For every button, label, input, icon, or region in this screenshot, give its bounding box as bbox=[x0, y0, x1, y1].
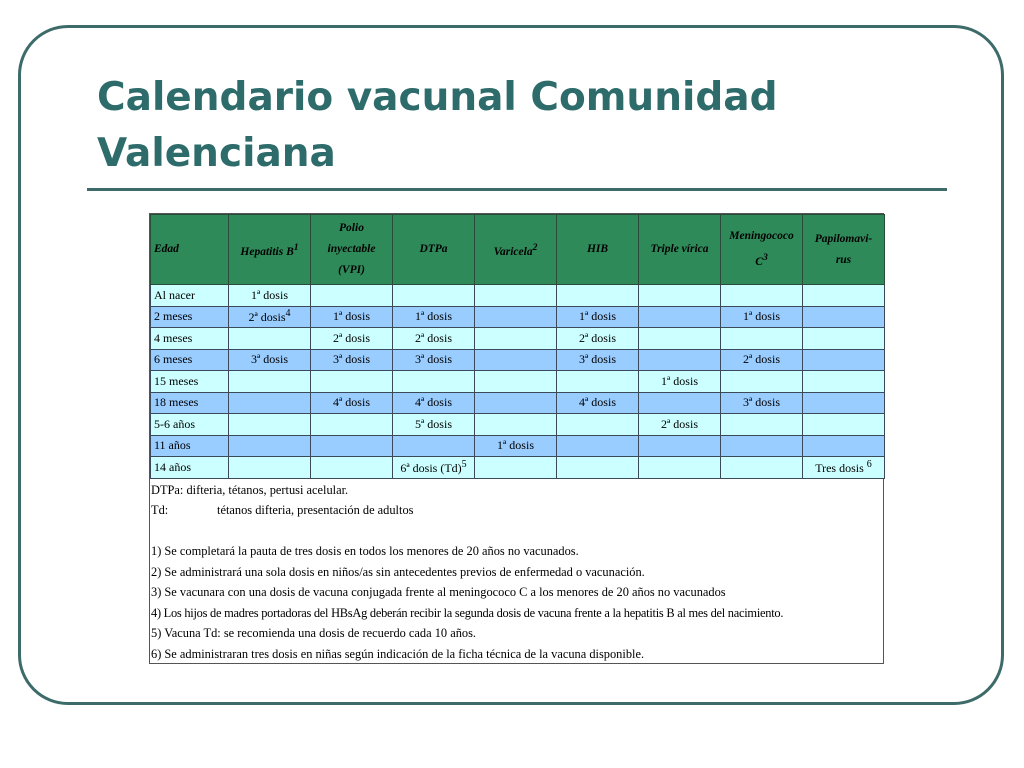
footnote-5: 5) Vacuna Td: se recomienda una dosis de recuerdo cada 10 años. bbox=[151, 626, 477, 640]
cell-triple-virica: 2ª dosis bbox=[639, 414, 721, 436]
table-row bbox=[151, 328, 885, 350]
cell-polio: 4ª dosis bbox=[311, 392, 393, 414]
cell-varicela bbox=[475, 414, 557, 436]
cell-triple-virica bbox=[639, 349, 721, 371]
cell-papilomavirus bbox=[803, 371, 885, 393]
cell-triple-virica bbox=[639, 392, 721, 414]
cell-age: 14 años bbox=[151, 457, 229, 479]
vaccine-schedule-table bbox=[150, 214, 885, 479]
header-hepatitis-b: Hepatitis $B^1$ bbox=[229, 215, 311, 285]
cell-hib: 2ª dosis bbox=[557, 328, 639, 350]
header-polio: Polio inyectable (VPI) bbox=[311, 215, 393, 285]
table-row bbox=[151, 457, 885, 479]
cell-hepatitis-b bbox=[229, 392, 311, 414]
cell-meningococo bbox=[721, 457, 803, 479]
cell-hepatitis-b bbox=[229, 328, 311, 350]
cell-dtpa bbox=[393, 285, 475, 307]
table-row bbox=[151, 392, 885, 414]
cell-dtpa: 4ª dosis bbox=[393, 392, 475, 414]
cell-polio bbox=[311, 371, 393, 393]
cell-meningococo: 3ª dosis bbox=[721, 392, 803, 414]
cell-varicela bbox=[475, 328, 557, 350]
cell-hib bbox=[557, 285, 639, 307]
cell-papilomavirus bbox=[803, 435, 885, 457]
header-dtpa: DTPa bbox=[393, 215, 475, 285]
cell-varicela bbox=[475, 371, 557, 393]
note-td-definition: Td: tétanos difteria, presentación de adultos bbox=[151, 503, 414, 517]
header-meningococo: Meningococo $C^3$ bbox=[721, 215, 803, 285]
cell-papilomavirus: Tres dosis $^6$ bbox=[803, 457, 885, 479]
cell-meningococo bbox=[721, 414, 803, 436]
cell-age: 4 meses bbox=[151, 328, 229, 350]
cell-varicela bbox=[475, 306, 557, 328]
footnote-2: 2) Se administrará una sola dosis en niños/as sin antecedentes previos de enfermedad o vacunación. bbox=[151, 564, 645, 579]
cell-dtpa: 2ª dosis bbox=[393, 328, 475, 350]
cell-dtpa: 1ª dosis bbox=[393, 306, 475, 328]
header-varicela: Varicela$^2$ bbox=[475, 215, 557, 285]
cell-triple-virica bbox=[639, 328, 721, 350]
table-body bbox=[151, 285, 885, 479]
table-header-row bbox=[151, 215, 885, 285]
note-spacer bbox=[151, 521, 883, 542]
table-notes bbox=[150, 479, 883, 665]
cell-dtpa bbox=[393, 435, 475, 457]
cell-varicela: 1ª dosis bbox=[475, 435, 557, 457]
cell-hepatitis-b: 2ª dosis$^4$ bbox=[229, 306, 311, 328]
cell-varicela bbox=[475, 392, 557, 414]
cell-dtpa: 6ª dosis $(Td)^5$ bbox=[393, 457, 475, 479]
cell-triple-virica bbox=[639, 435, 721, 457]
cell-papilomavirus bbox=[803, 285, 885, 307]
cell-hib: 4ª dosis bbox=[557, 392, 639, 414]
cell-triple-virica bbox=[639, 457, 721, 479]
cell-age: 5-6 años bbox=[151, 414, 229, 436]
vaccine-schedule-panel bbox=[149, 213, 884, 664]
title-underline bbox=[87, 188, 947, 191]
cell-age: 11 años bbox=[151, 435, 229, 457]
cell-hib bbox=[557, 414, 639, 436]
cell-hepatitis-b bbox=[229, 414, 311, 436]
cell-meningococo bbox=[721, 435, 803, 457]
cell-age: 2 meses bbox=[151, 306, 229, 328]
cell-hepatitis-b: 3ª dosis bbox=[229, 349, 311, 371]
header-papilomavirus: Papilomavi- rus bbox=[803, 215, 885, 285]
cell-hepatitis-b bbox=[229, 457, 311, 479]
cell-papilomavirus bbox=[803, 392, 885, 414]
cell-hib: 3ª dosis bbox=[557, 349, 639, 371]
cell-hepatitis-b bbox=[229, 435, 311, 457]
cell-triple-virica: 1ª dosis bbox=[639, 371, 721, 393]
header-edad: Edad bbox=[151, 215, 229, 285]
cell-meningococo bbox=[721, 285, 803, 307]
footnote-4: 4) Los hijos de madres portadoras del HBsAg deberán recibir la segunda dosis de vacuna frente a la hepatitis B al mes del nacimiento. bbox=[151, 605, 784, 620]
table-row bbox=[151, 371, 885, 393]
header-hib: HIB bbox=[557, 215, 639, 285]
table-row bbox=[151, 414, 885, 436]
cell-papilomavirus bbox=[803, 306, 885, 328]
cell-dtpa: 5ª dosis bbox=[393, 414, 475, 436]
table-row bbox=[151, 306, 885, 328]
cell-papilomavirus bbox=[803, 328, 885, 350]
cell-hib bbox=[557, 435, 639, 457]
footnote-3: 3) Se vacunara con una dosis de vacuna conjugada frente al meningococo C a los menores de 20 años no vacunados bbox=[151, 585, 726, 599]
table-row bbox=[151, 285, 885, 307]
cell-papilomavirus bbox=[803, 349, 885, 371]
cell-hib: 1ª dosis bbox=[557, 306, 639, 328]
cell-triple-virica bbox=[639, 285, 721, 307]
cell-age: 6 meses bbox=[151, 349, 229, 371]
cell-varicela bbox=[475, 457, 557, 479]
cell-age: 18 meses bbox=[151, 392, 229, 414]
header-triple-virica: Triple vírica bbox=[639, 215, 721, 285]
cell-meningococo: 2ª dosis bbox=[721, 349, 803, 371]
footnote-1: 1) Se completará la pauta de tres dosis en todos los menores de 20 años no vacunados. bbox=[151, 544, 579, 558]
cell-hepatitis-b: 1ª dosis bbox=[229, 285, 311, 307]
cell-varicela bbox=[475, 285, 557, 307]
cell-hib bbox=[557, 371, 639, 393]
cell-age: Al nacer bbox=[151, 285, 229, 307]
cell-polio bbox=[311, 457, 393, 479]
cell-polio: 2ª dosis bbox=[311, 328, 393, 350]
cell-polio bbox=[311, 435, 393, 457]
cell-meningococo: 1ª dosis bbox=[721, 306, 803, 328]
cell-meningococo bbox=[721, 371, 803, 393]
slide-title: Calendario vacunal Comunidad Valenciana bbox=[97, 75, 778, 176]
table-row bbox=[151, 349, 885, 371]
cell-meningococo bbox=[721, 328, 803, 350]
note-dtpa-definition: DTPa: difteria, tétanos, pertusi acelular. bbox=[151, 482, 349, 497]
cell-polio bbox=[311, 285, 393, 307]
cell-polio: 1ª dosis bbox=[311, 306, 393, 328]
footnote-6: 6) Se administraran tres dosis en niñas según indicación de la ficha técnica de la vacuna disponible. bbox=[151, 646, 645, 661]
cell-triple-virica bbox=[639, 306, 721, 328]
cell-polio bbox=[311, 414, 393, 436]
cell-hepatitis-b bbox=[229, 371, 311, 393]
cell-dtpa: 3ª dosis bbox=[393, 349, 475, 371]
table-row bbox=[151, 435, 885, 457]
cell-hib bbox=[557, 457, 639, 479]
cell-age: 15 meses bbox=[151, 371, 229, 393]
cell-varicela bbox=[475, 349, 557, 371]
cell-papilomavirus bbox=[803, 414, 885, 436]
cell-dtpa bbox=[393, 371, 475, 393]
cell-polio: 3ª dosis bbox=[311, 349, 393, 371]
